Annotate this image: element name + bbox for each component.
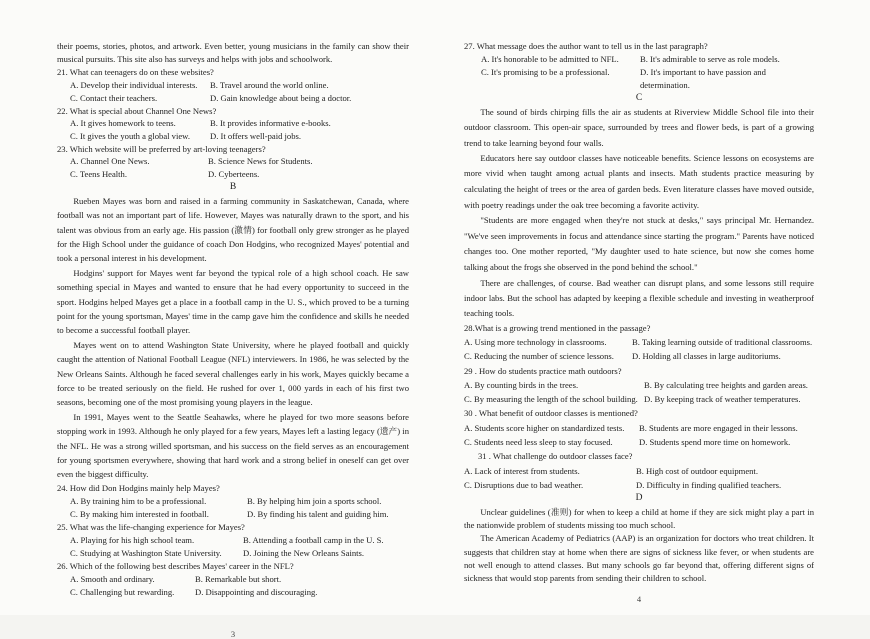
option-row: [57, 155, 409, 168]
option: D. Joining the New Orleans Saints.: [243, 547, 365, 558]
option: D. By finding his talent and guiding him.: [247, 508, 389, 519]
option-row: [464, 66, 814, 92]
option: A. Channel One News.: [70, 156, 150, 167]
question: [57, 521, 409, 560]
question: [57, 105, 409, 143]
option-row: [464, 421, 814, 435]
question: [464, 40, 814, 92]
passage-paragraph: "Students are more engaged when they're not stuck at desks," says principal Mr. Hernandez. "We've seen improvements in focus and attendance since starting the program." Parents have noticed changes too. One mother reported, "My daughter used to hate science, but now she comes home talking about the frogs she observed in the pond behind the school.": [464, 215, 814, 273]
option-row: [57, 508, 409, 521]
option: D. Difficulty in finding qualified teachers.: [636, 479, 782, 490]
question-stem: 31 . What challenge do outdoor classes face?: [478, 451, 633, 462]
option: B. It provides informative e-books.: [210, 118, 331, 129]
option: D. Gain knowledge about being a doctor.: [210, 92, 352, 103]
passage-paragraph: Hodgins' support for Mayes went far beyond the typical role of a high school coach. He saw something special in Mayes and wanted to ensure that he had every opportunity to succeed in the sport. Hodgins helped Mayes get a place in a football camp in the U. S., which proved to be a turning point for the young sportsman, Mayes' time in the camp gave him the confidence and skills he needed to become a successful football player.: [57, 267, 409, 336]
option: A. Develop their individual interests.: [70, 80, 198, 91]
option-row: [57, 547, 409, 560]
section-header: C: [635, 93, 643, 103]
question: [57, 143, 409, 181]
passage-paragraph: Mayes went on to attend Washington State University, where he played football and quickly caught the attention of National Football League (NFL) interviewers. In 1986, he was selected by the New Orleans Saints. Although he faced several challenges early in his work, Mayes quickly became a force to be treated seriously on the field. He rushed for over 1, 000 yards in each of his first two seasons, becoming one of the most promising young players in the league.: [57, 339, 409, 408]
option: A. Playing for his high school team.: [70, 534, 195, 545]
option-row: [464, 464, 814, 478]
question-stem: 27. What message does the author want to tell us in the last paragraph?: [464, 41, 708, 51]
option: B. Taking learning outside of traditional classrooms.: [632, 336, 813, 347]
option-row: [464, 53, 814, 66]
option: A. It's honorable to be admitted to NFL.: [481, 54, 619, 64]
option: C. By making him interested in football.: [70, 508, 209, 519]
option-row: [464, 392, 814, 406]
option: A. It gives homework to teens.: [70, 118, 176, 129]
option: A. Using more technology in classrooms.: [464, 336, 607, 347]
option: D. By keeping track of weather temperatures.: [644, 394, 801, 405]
option: C. It's promising to be a professional.: [481, 67, 610, 77]
page-right: [464, 40, 814, 604]
option: D. It offers well-paid jobs.: [210, 130, 302, 141]
option: B. Attending a football camp in the U. S.: [243, 534, 384, 545]
option: A. Smooth and ordinary.: [70, 573, 155, 584]
option: A. Students score higher on standardized tests.: [464, 422, 625, 433]
passage-paragraph: There are challenges, of course. Bad weather can disrupt plans, and some lessons still require indoor labs. But the school has adapted by keeping a flexible schedule and investing in weatherproof teaching tools.: [464, 277, 814, 318]
option-row: [57, 168, 409, 181]
question: [57, 482, 409, 521]
option: B. Travel around the world online.: [210, 80, 329, 91]
passage-paragraph: Unclear guidelines (准则) for when to keep a child at home if they are sick might play a part in the nationwide problem of students missing too much school.: [464, 506, 814, 530]
option-row: [464, 378, 814, 392]
option: C. Challenging but rewarding.: [70, 586, 175, 597]
passage-paragraph: In 1991, Mayes went to the Seattle Seahawks, where he played for two more seasons before stopping work in 1993. Although he only played for a few years, Mayes left a lasting legacy (遗产) in the NFL. He was a strong willed sportsman, and his success on the field serves as an encouragement for young sportsmen everywhere, showing that hard work and a strong belief in oneself can get over even the biggest difficulty.: [57, 411, 409, 480]
section-header: B: [229, 181, 237, 192]
question-stem: 28.What is a growing trend mentioned in the passage?: [464, 322, 651, 333]
passage-paragraph: Educators here say outdoor classes have noticeable benefits. Science lessons on ecosystems are more vivid when taught among actual plants and insects. Math students practice measuring by calculating the height of trees or the area of garden beds. Even literature classes have moved outside, with poetry readings under the oak tree becoming a favorite activity.: [464, 152, 814, 210]
question: [464, 449, 814, 492]
option-row: [57, 534, 409, 547]
option-row: [57, 586, 409, 599]
option: D. It's important to have passion and determination.: [640, 67, 766, 90]
option: D. Disappointing and discouraging.: [195, 586, 318, 597]
option: B. Science News for Students.: [208, 156, 313, 167]
passage-paragraph: The sound of birds chirping fills the air as students at Riverview Middle School file into their outdoor classroom. This open-air space, surrounded by trees and flower beds, is part of a growing trend to take learning beyond four walls.: [464, 107, 814, 148]
option-row: [464, 478, 814, 492]
question: [57, 66, 409, 104]
passage-paragraph: Rueben Mayes was born and raised in a farming community in Saskatchewan, Canada, where football was not an important part of life. However, Mayes was naturally drawn to the sport, and his talent was obvious from an early age. His passion (激情) for football only grew stronger as he played for the High School under the guidance of coach Don Hodgins, who recognized Mayes' potential and took a personal interest in his development.: [57, 195, 409, 264]
option: B. High cost of outdoor equipment.: [636, 465, 758, 476]
question: [464, 321, 814, 364]
option-row: [464, 435, 814, 449]
option-row: [464, 349, 814, 363]
question-stem: 25. What was the life-changing experience for Mayes?: [57, 521, 245, 532]
option: B. Remarkable but short.: [195, 573, 282, 584]
question-stem: 29 . How do students practice math outdoors?: [464, 365, 622, 376]
option-row: [464, 335, 814, 349]
option: C. Contact their teachers.: [70, 92, 158, 103]
option: B. By calculating tree heights and garden areas.: [644, 379, 808, 390]
option: C. Disruptions due to bad weather.: [464, 479, 584, 490]
option-row: [57, 130, 409, 143]
passage-paragraph: their poems, stories, photos, and artwork. Even better, young musicians in the family can show their musical pursuits. This site also has surveys and helps with jobs and schoolwork.: [57, 41, 409, 65]
option: D. Students spend more time on homework.: [639, 437, 791, 448]
option: C. It gives the youth a global view.: [70, 130, 190, 141]
question: [464, 364, 814, 407]
option-row: [57, 79, 409, 92]
question-stem: 21. What can teenagers do on these websites?: [57, 67, 214, 78]
option: C. Studying at Washington State University.: [70, 547, 222, 558]
option: B. It's admirable to serve as role models.: [640, 54, 780, 64]
section-header: D: [635, 493, 643, 504]
question: [464, 406, 814, 449]
option: D. Holding all classes in large auditoriums.: [632, 351, 781, 362]
question-stem: 26. Which of the following best describes Mayes' career in the NFL?: [57, 560, 294, 571]
question: [57, 560, 409, 599]
option: B. Students are more engaged in their lessons.: [639, 422, 798, 433]
option-row: [57, 92, 409, 105]
option: A. By training him to be a professional.: [70, 495, 207, 506]
question-stem: 23. Which website will be preferred by art-loving teenagers?: [57, 143, 266, 154]
passage-paragraph: The American Academy of Pediatrics (AAP) is an organization for doctors who treat children. It suggests that children stay at home when there are signs of sickness like fever, or when students are not well enough to attend classes. But many schools go far beyond that, offering different signs of sickness that would stop parents from sending their children to school.: [464, 533, 814, 584]
question-stem: 24. How did Don Hodgins mainly help Mayes?: [57, 482, 220, 493]
page-number: 3: [230, 628, 236, 639]
option-row: [57, 117, 409, 130]
option-row: [57, 495, 409, 508]
option: A. Lack of interest from students.: [464, 465, 580, 476]
option: B. By helping him join a sports school.: [247, 495, 382, 506]
option: C. Teens Health.: [70, 169, 127, 180]
question-stem: 30 . What benefit of outdoor classes is mentioned?: [464, 408, 638, 419]
option: C. By measuring the length of the school building.: [464, 394, 638, 405]
option: D. Cyberteens.: [208, 169, 260, 180]
option: C. Students need less sleep to stay focused.: [464, 437, 613, 448]
page-number: 4: [636, 594, 642, 605]
question-stem: 22. What is special about Channel One News?: [57, 105, 217, 116]
page-left: [57, 40, 409, 639]
option-row: [57, 573, 409, 586]
option: A. By counting birds in the trees.: [464, 379, 579, 390]
option: C. Reducing the number of science lessons.: [464, 351, 614, 362]
